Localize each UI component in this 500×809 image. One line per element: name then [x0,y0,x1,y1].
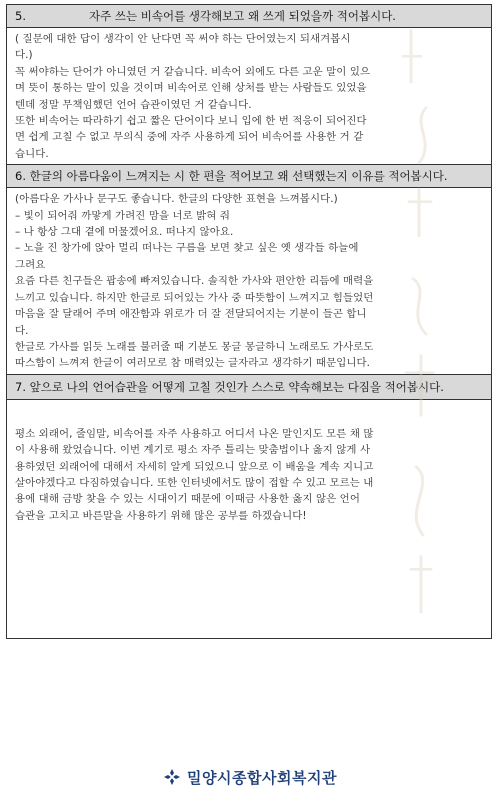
answer-line: 습니다. [15,147,49,160]
answer-line: 면 쉽게 고칠 수 없고 무의식 중에 자주 사용하게 되어 비속어를 사용한 거 같 [15,131,364,144]
footer [0,762,500,792]
answer-line: 따스함이 느껴져 한글이 여러모로 참 매력있는 글자라고 생각하기 때문입니다. [15,357,371,370]
answer-line: 그려요 [15,258,46,271]
answer-line: 느끼고 있습니다. 하지만 한글로 되어있는 가사 중 따뜻함이 느껴지고 힘들었던 [15,291,374,304]
answer-line: 텐데 정말 무책임했던 언어 습관이였던 거 같습니다. [15,98,252,111]
worksheet [6,4,492,639]
answer-line: 살아야겠다고 다짐하였습니다. 또한 인터넷에서도 많이 접할 수 있고 모르는 내 [15,476,374,489]
answer-line: 꼭 써야하는 단어가 아니였던 거 같습니다. 비속어 외에도 다른 고운 말이 있으 [15,65,371,78]
answer-6 [7,188,491,373]
answer-line: 이 사용해 왔었습니다. 이번 계기로 평소 자주 틀리는 맞춤법이나 옳지 않게 사 [15,444,371,457]
answer-7 [7,400,491,638]
answer-line: 다.) [15,49,33,62]
answer-line: 한글로 가사를 읽듯 노래를 불러줄 때 기분도 몽글 몽글하니 노래로도 가사로도 [15,340,374,353]
question-header-6 [7,165,491,188]
answer-line: 용하였던 외래어에 대해서 자세히 알게 되었으니 앞으로 이 배움을 계속 지니고 [15,460,374,473]
question-section-5 [7,5,491,165]
question-section-7 [7,375,491,638]
answer-line: – 빛이 되어줘 까맣게 가려진 맘을 너로 밝혀 줘 [15,209,230,222]
answer-5 [7,28,491,164]
answer-line: 다. [15,324,29,337]
question-text-7: 7. 앞으로 나의 언어습관을 어떻게 고칠 것인가 스스로 약속해보는 다짐을 적어봅시다. [15,379,444,394]
question-text-5: 자주 쓰는 비속어를 생각해보고 왜 쓰게 되었을까 적어봅시다. [89,9,396,23]
answer-line: ( 질문에 대한 답이 생각이 안 난다면 꼭 써야 하는 단어였는지 되새겨봅시 [15,33,351,45]
question-header-7 [7,375,491,400]
answer-line: – 노을 진 창가에 앉아 멀리 떠나는 구름을 보면 찾고 싶은 옛 생각들 하늘에 [15,242,359,255]
answer-line: 마음을 잘 달래어 주며 애잔함과 위로가 더 잘 전달되어지는 기분이 들곤 합니 [15,308,367,321]
answer-line: 용에 대해 금방 찾을 수 있는 시대이기 때문에 이때금 사용한 옳지 않은 언어 [15,493,360,506]
answer-line: 평소 외래어, 줄임말, 비속어를 자주 사용하고 어디서 나온 말인지도 모른 채 많 [15,427,374,440]
organization-name: 밀양시종합사회복지관 [187,768,337,787]
answer-line: – 나 항상 그대 곁에 머물겠어요. 떠나지 않아요. [15,226,234,239]
welfare-center-logo-icon [163,768,181,786]
answer-line: 며 뜻이 통하는 말이 있을 것이며 비속어로 인해 상처를 받는 사람들도 있었을 [15,82,367,95]
question-number-5: 5. [15,9,26,23]
question-text-6: 6. 한글의 아름다움이 느껴지는 시 한 편을 적어보고 왜 선택했는지 이유를 적어봅시다. [15,169,448,184]
question-header-5 [7,5,491,28]
answer-line: 또한 비속어는 따라하기 쉽고 짧은 단어이다 보니 입에 한 번 적응이 되어진다 [15,115,367,128]
question-section-6 [7,165,491,374]
answer-line: (아름다운 가사나 문구도 좋습니다. 한글의 다양한 표현을 느껴봅시다.) [15,193,338,206]
answer-line: 요즘 다른 친구들은 팝송에 빠져있습니다. 솔직한 가사와 편안한 리듬에 매력을 [15,275,374,288]
answer-line: 습관을 고치고 바른말을 사용하기 위해 많은 공부를 하겠습니다! [15,509,307,522]
